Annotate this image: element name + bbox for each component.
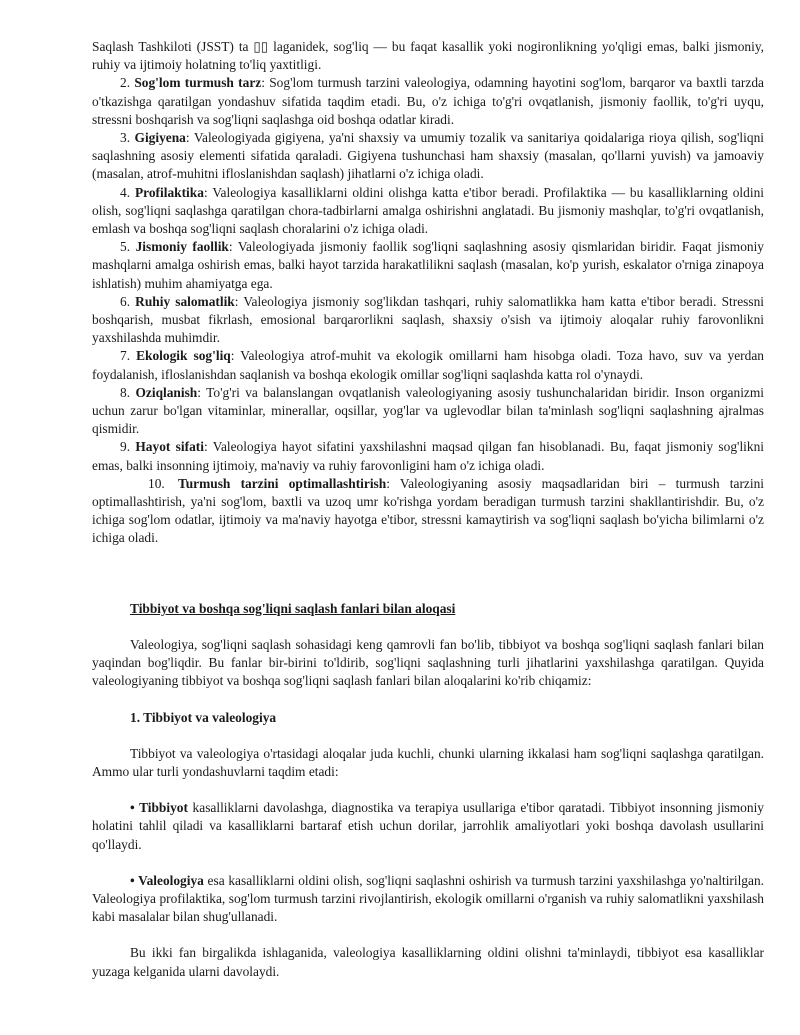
list-item-2: [92, 74, 764, 129]
document-page: [92, 38, 764, 981]
bullet-term: Tibbiyot: [139, 800, 188, 816]
item-term: Profilaktika: [134, 184, 204, 200]
item-number: 8.: [120, 384, 131, 400]
bullet-term: Valeologiya: [138, 872, 204, 888]
item-text: : Valeologiya hayot sifatini yaxshilashni maqsad qilgan fan hisoblanadi. Bu, faqat jismoniy sog'likni emas, balki insonning ijtimoiy, ma'naviy va ruhiy farovonligini ham o'z ichiga oladi.: [92, 439, 764, 473]
item-term: Jismoniy faollik: [135, 239, 229, 255]
list-item-8: [92, 384, 764, 439]
item-text: : Valeologiya atrof-muhit va ekologik omillarni ham hisobga oladi. Toza havo, suv va yerdan foydalanish, ifloslanishdan saqlanish va boshqa ekologik omillar sog'liqni saqlashda katta rol o'ynaydi.: [92, 348, 764, 382]
section-intro-paragraph: Valeologiya, sog'liqni saqlash sohasidagi keng qamrovli fan bo'lib, tibbiyot va boshqa sog'liqni saqlash fanlari bilan yaqindan bog'liqdir. Bu fanlar bir-birini to'ldirib, sog'liqni saqlashning turli jihatlarini yaxshilashga qaratilgan. Quyida valeologiyaning tibbiyot va boshqa sog'liqni saqlash fanlari bilan aloqalarini ko'rib chiqamiz:: [92, 636, 764, 689]
bullet-item-tibbiyot: [92, 799, 764, 854]
item-term: Sog'lom turmush tarz: [134, 75, 262, 91]
sub-intro-paragraph: Tibbiyot va valeologiya o'rtasidagi aloqalar juda kuchli, chunki ularning ikkalasi ham sog'liqni saqlashga qaratilgan. Ammo ular turli yondashuvlarni taqdim etadi:: [92, 745, 764, 779]
item-text: : To'g'ri va balanslangan ovqatlanish valeologiyaning asosiy tushunchalaridan biridir. Inson organizmi uchun zarur bo'lgan vitaminlar, minerallar, oqsillar, yog'lar va uglevodlar bilan ta'minlash sog'liqni saqlashning ajralmas qismidir.: [92, 384, 764, 437]
list-item-4: [92, 184, 764, 239]
list-item-5: [92, 238, 764, 293]
item-number: 6.: [120, 293, 131, 309]
item-term: Gigiyena: [134, 130, 186, 146]
list-item-3: [92, 129, 764, 184]
item-number: 10.: [148, 475, 165, 491]
item-number: 9.: [120, 439, 131, 455]
bullet-text: esa kasalliklarni oldini olish, sog'liqni saqlashni oshirish va turmush tarzini yaxshilashga yo'naltirilgan. Valeologiya profilaktika, sog'lom turmush tarzini rivojlantirish, ekologik omillarni o'rganish va ruhiy salomatlikni yaxshilash kabi masalalar bilan shug'ullanadi.: [92, 872, 764, 925]
bullet-mark: •: [130, 800, 140, 816]
item-term: Ekologik sog'liq: [136, 348, 231, 364]
section-heading: Tibbiyot va boshqa sog'liqni saqlash fanlari bilan aloqasi: [130, 600, 456, 616]
list-item-9: [92, 438, 764, 474]
item-number: 2.: [120, 75, 131, 91]
list-item-10: [92, 475, 764, 548]
bullet-text: kasalliklarni davolashga, diagnostika va terapiya usullariga e'tibor qaratadi. Tibbiyot insonning jismoniy holatini tahlil qiladi va kasalliklarni bartaraf etish uchun dorilar, jarrohlik amaliyotlari yoki boshqa davolash usullarini qo'llaydi.: [92, 800, 764, 852]
item-text: : Valeologiyada gigiyena, ya'ni shaxsiy va umumiy tozalik va sanitariya qoidalariga rioya qilish, sog'liqni saqlashning asosiy elementi sifatida qaraladi. Gigiyena tushunchasi ham shaxsiy (masalan, qo'llarni yuvish) va jamoaviy (masalan, atrof-muhitni ifloslanishdan saqlash) jihatlarni o'z ichiga oladi.: [92, 130, 764, 182]
item-text: : Sog'lom turmush tarzini valeologiya, odamning hayotini sog'lom, barqaror va baxtli tarzda o'tkazishga qaratilgan yondashuv sifatida taqdim etadi. Bu, o'z ichiga to'g'ri ovqatlanish, jismoniy faollik, to'g'ri uyqu, stressni boshqarish va sog'liqni saqlashga oid boshqa odatlar kiradi.: [92, 75, 764, 127]
item-number: 3.: [120, 130, 131, 146]
bullet-item-valeologiya: [92, 872, 764, 927]
item-number: 5.: [120, 239, 131, 255]
item-term: Hayot sifati: [135, 439, 204, 455]
item-text: : Valeologiya kasalliklarni oldini olishga katta e'tibor beradi. Profilaktika — bu kasalliklarning oldini olish, sog'liqni saqlashga qaratilgan chora-tadbirlarni amalga oshirishni anglatadi. Bu jismoniy mashqlar, to'g'ri ovqatlanish, emlash va boshqa sog'liqni saqlash choralarini o'z ichiga oladi.: [92, 184, 764, 237]
intro-paragraph: Saqlash Tashkiloti (JSST) ta ▯▯ laganidek, sog'liq — bu faqat kasallik yoki nogironlikning yo'qligi emas, balki jismoniy, ruhiy va ijtimoiy holatning to'liq yaxtitligi.: [92, 39, 764, 73]
item-term: Turmush tarzini optimallashtirish: [178, 475, 387, 491]
item-text: : Valeologiyaning asosiy maqsadlaridan biri – turmush tarzini optimallashtirish, ya'ni sog'lom, baxtli va uzoq umr ko'rishga yordam beradigan turmush tarzini shakllantirishdir. Bu, o'z ichiga sog'lom odatlar, ijtimoiy va ma'naviy hayotga e'tibor, stressni kamaytirish va sog'liqni saqlash bo'yicha bilimlarni o'z ichiga oladi.: [92, 475, 764, 546]
bullet-mark: •: [130, 872, 139, 888]
list-item-6: [92, 293, 764, 348]
item-term: Ruhiy salomatlik: [135, 293, 235, 309]
item-text: : Valeologiya jismoniy sog'likdan tashqari, ruhiy salomatlikka ham katta e'tibor beradi. Stressni boshqarish, musbat fikrlash, emosional barqarorlikni saqlash, shaxsiy o'sish va ijtimoiy aloqalar ruhiy farovonlikni yaxshilashda muhimdir.: [92, 293, 764, 346]
list-item-7: [92, 347, 764, 383]
item-term: Oziqlanish: [135, 384, 198, 400]
item-number: 4.: [120, 184, 131, 200]
item-number: 7.: [120, 348, 131, 364]
item-text: : Valeologiyada jismoniy faollik sog'liqni saqlashning asosiy qismlaridan biridir. Faqat jismoniy mashqlarni amalga oshirish emas, balki hayot tarzida harakatlilikni saqlash (masalan, ko'p yurish, eskalator o'rniga zinapoya ishlatish) muhim ahamiyatga ega.: [92, 239, 764, 291]
closing-paragraph: Bu ikki fan birgalikda ishlaganida, valeologiya kasalliklarning oldini olishni ta'minlaydi, tibbiyot esa kasalliklar yuzaga kelganida ularni davolaydi.: [92, 945, 764, 979]
sub-heading: 1. Tibbiyot va valeologiya: [130, 709, 277, 725]
